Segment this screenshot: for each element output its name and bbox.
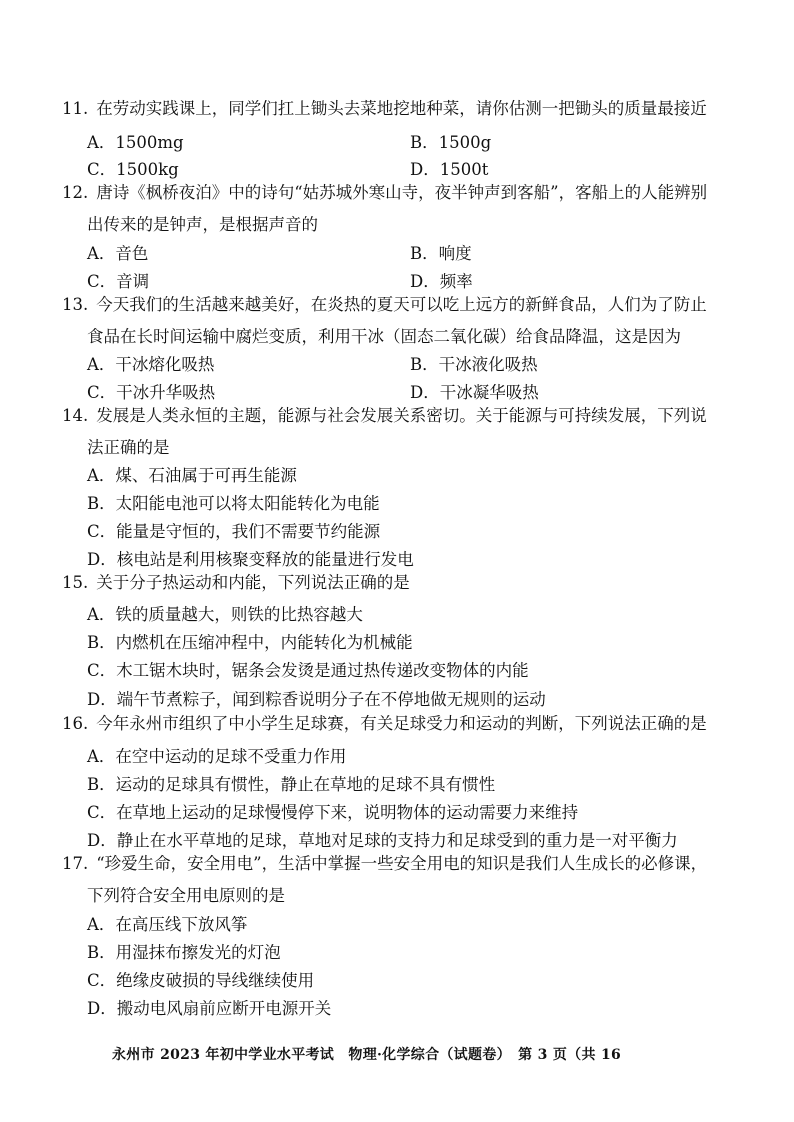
option-d: D．频率 xyxy=(410,272,473,291)
option-a: A．音色 xyxy=(87,244,149,263)
option-d: D．干冰凝华吸热 xyxy=(410,383,539,402)
question-stem: 唐诗《枫桥夜泊》中的诗句“姑苏城外寒山寺，夜半钟声到客船”，客船上的人能辨别 xyxy=(96,183,708,202)
question-13 xyxy=(62,295,742,315)
question-number: 11. xyxy=(62,99,89,118)
option-c: C．在草地上运动的足球慢慢停下来，说明物体的运动需要力来维持 xyxy=(87,803,579,822)
question-12 xyxy=(62,183,742,203)
question-number: 17. xyxy=(62,854,89,873)
option-d: D．核电站是利用核聚变释放的能量进行发电 xyxy=(87,550,414,569)
question-stem: 在劳动实践课上，同学们扛上锄头去菜地挖地种菜，请你估测一把锄头的质量最接近 xyxy=(96,99,707,118)
option-c: C．能量是守恒的，我们不需要节约能源 xyxy=(87,522,381,541)
page-footer: 永州市 2023 年初中学业水平考试 物理·化学综合（试题卷） 第 3 页（共 16 xyxy=(112,1047,622,1063)
question-stem-continued: 法正确的是 xyxy=(87,438,170,457)
option-a: A．干冰熔化吸热 xyxy=(87,355,215,374)
option-c: C．木工锯木块时，锯条会发烫是通过热传递改变物体的内能 xyxy=(87,661,529,680)
question-16 xyxy=(62,714,742,734)
option-d: D．静止在水平草地的足球，草地对足球的支持力和足球受到的重力是一对平衡力 xyxy=(87,831,678,850)
question-number: 16. xyxy=(62,714,89,733)
question-stem-continued: 食品在长时间运输中腐烂变质，利用干冰（固态二氧化碳）给食品降温，这是因为 xyxy=(87,327,681,346)
question-stem-continued: 出传来的是钟声，是根据声音的 xyxy=(87,215,318,234)
question-stem: 今年永州市组织了中小学生足球赛，有关足球受力和运动的判断，下列说法正确的是 xyxy=(96,714,707,733)
question-stem-continued: 下列符合安全用电原则的是 xyxy=(87,886,285,905)
option-c: C．绝缘皮破损的导线继续使用 xyxy=(87,971,315,990)
question-number: 14. xyxy=(62,406,89,425)
option-d: D．搬动电风扇前应断开电源开关 xyxy=(87,999,332,1018)
question-stem: 关于分子热运动和内能，下列说法正确的是 xyxy=(96,573,410,592)
question-15 xyxy=(62,573,742,593)
option-d: D．1500t xyxy=(410,160,489,179)
question-stem: 今天我们的生活越来越美好，在炎热的夏天可以吃上远方的新鲜食品，人们为了防止 xyxy=(96,295,707,314)
option-b: B．太阳能电池可以将太阳能转化为电能 xyxy=(87,494,380,513)
option-c: C．音调 xyxy=(87,272,150,291)
question-17 xyxy=(62,854,742,874)
option-b: B．运动的足球具有惯性，静止在草地的足球不具有惯性 xyxy=(87,775,496,794)
option-a: A．1500mg xyxy=(87,133,184,152)
question-stem: 发展是人类永恒的主题，能源与社会发展关系密切。关于能源与可持续发展，下列说 xyxy=(96,406,707,425)
question-number: 12. xyxy=(62,183,89,202)
option-c: C．1500kg xyxy=(87,160,179,179)
option-b: B．响度 xyxy=(410,244,472,263)
option-a: A．在高压线下放风筝 xyxy=(87,915,248,934)
option-b: B．1500g xyxy=(410,133,492,152)
question-11 xyxy=(62,99,742,119)
option-a: A．煤、石油属于可再生能源 xyxy=(87,466,297,485)
question-14 xyxy=(62,406,742,426)
option-c: C．干冰升华吸热 xyxy=(87,383,216,402)
option-a: A．铁的质量越大，则铁的比热容越大 xyxy=(87,605,363,624)
option-d: D．端午节煮粽子，闻到粽香说明分子在不停地做无规则的运动 xyxy=(87,690,546,709)
question-stem: “珍爱生命，安全用电”，生活中掌握一些安全用电的知识是我们人生成长的必修课， xyxy=(96,854,708,873)
question-number: 15. xyxy=(62,573,89,592)
option-b: B．用湿抹布擦发光的灯泡 xyxy=(87,943,281,962)
option-a: A．在空中运动的足球不受重力作用 xyxy=(87,747,347,766)
option-b: B．干冰液化吸热 xyxy=(410,355,538,374)
question-number: 13. xyxy=(62,295,89,314)
option-b: B．内燃机在压缩冲程中，内能转化为机械能 xyxy=(87,633,413,652)
